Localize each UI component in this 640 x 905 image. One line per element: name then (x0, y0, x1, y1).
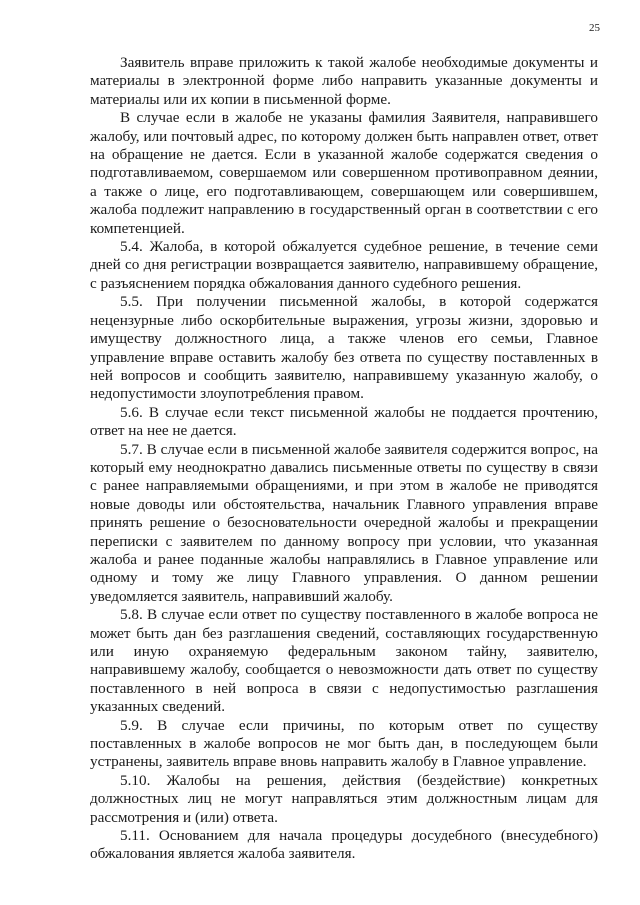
paragraph-attachments: Заявитель вправе приложить к такой жалобе необходимые документы и материалы в электронной форме либо направить указанные документы и материалы или их копии в письменной форме. (90, 54, 598, 108)
document-body (90, 54, 598, 864)
paragraph-5-8: 5.8. В случае если ответ по существу поставленного в жалобе вопроса не может быть дан без разглашения сведений, составляющих государственную или иную охраняемую федеральным законом тайну, заявителю, направившему жалобу, сообщается о невозможности дать ответ по существу поставленного в ней вопроса в связи с недопустимостью разглашения указанных сведений. (90, 606, 598, 716)
paragraph-5-6: 5.6. В случае если текст письменной жалобы не поддается прочтению, ответ на нее не дается. (90, 403, 598, 440)
paragraph-5-9: 5.9. В случае если причины, по которым ответ по существу поставленных в жалобе вопросов не мог быть дан, в последующем были устранены, заявитель вправе вновь направить жалобу в Главное управление. (90, 716, 598, 771)
paragraph-5-4: 5.4. Жалоба, в которой обжалуется судебное решение, в течение семи дней со дня регистрации возвращается заявителю, направившему обращение, с разъяснением порядка обжалования данного судебного решения. (90, 238, 598, 292)
paragraph-5-7: 5.7. В случае если в письменной жалобе заявителя содержится вопрос, на который ему неоднократно давались письменные ответы по существу в связи с ранее направляемыми обращениями, и при этом в жалобе не приводятся новые доводы или обстоятельства, начальник Главного управления вправе принять решение о безосновательности очередной жалобы и прекращении переписки с заявителем по данному вопросу при условии, что указанная жалоба и ранее поданные жалобы направлялись в Главное управление или одному и тому же лицу Главного управления. О данном решении уведомляется заявитель, направивший жалобу. (90, 440, 598, 605)
paragraph-5-10: 5.10. Жалобы на решения, действия (бездействие) конкретных должностных лиц не могут направляться этим должностным лицам для рассмотрения и (или) ответа. (90, 771, 598, 826)
paragraph-5-5: 5.5. При получении письменной жалобы, в которой содержатся нецензурные либо оскорбительные выражения, угрозы жизни, здоровью и имуществу должностного лица, а также членов его семьи, Главное управление вправе оставить жалобу без ответа по существу поставленных в ней вопросов и сообщить заявителю, направившему указанную жалобу, о недопустимости злоупотребления правом. (90, 293, 598, 403)
paragraph-no-surname: В случае если в жалобе не указаны фамилия Заявителя, направившего жалобу, или почтовый адрес, по которому должен быть направлен ответ, ответ на обращение не дается. Если в указанной жалобе содержатся сведения о подготавливаемом, совершаемом или совершенном противоправном деянии, а также о лице, его подготавливающем, совершающем или совершившем, жалоба подлежит направлению в государственный орган в соответствии с его компетенцией. (90, 109, 598, 237)
paragraph-5-11: 5.11. Основанием для начала процедуры досудебного (внесудебного) обжалования является жалоба заявителя. (90, 827, 598, 863)
page-number: 25 (589, 22, 600, 34)
